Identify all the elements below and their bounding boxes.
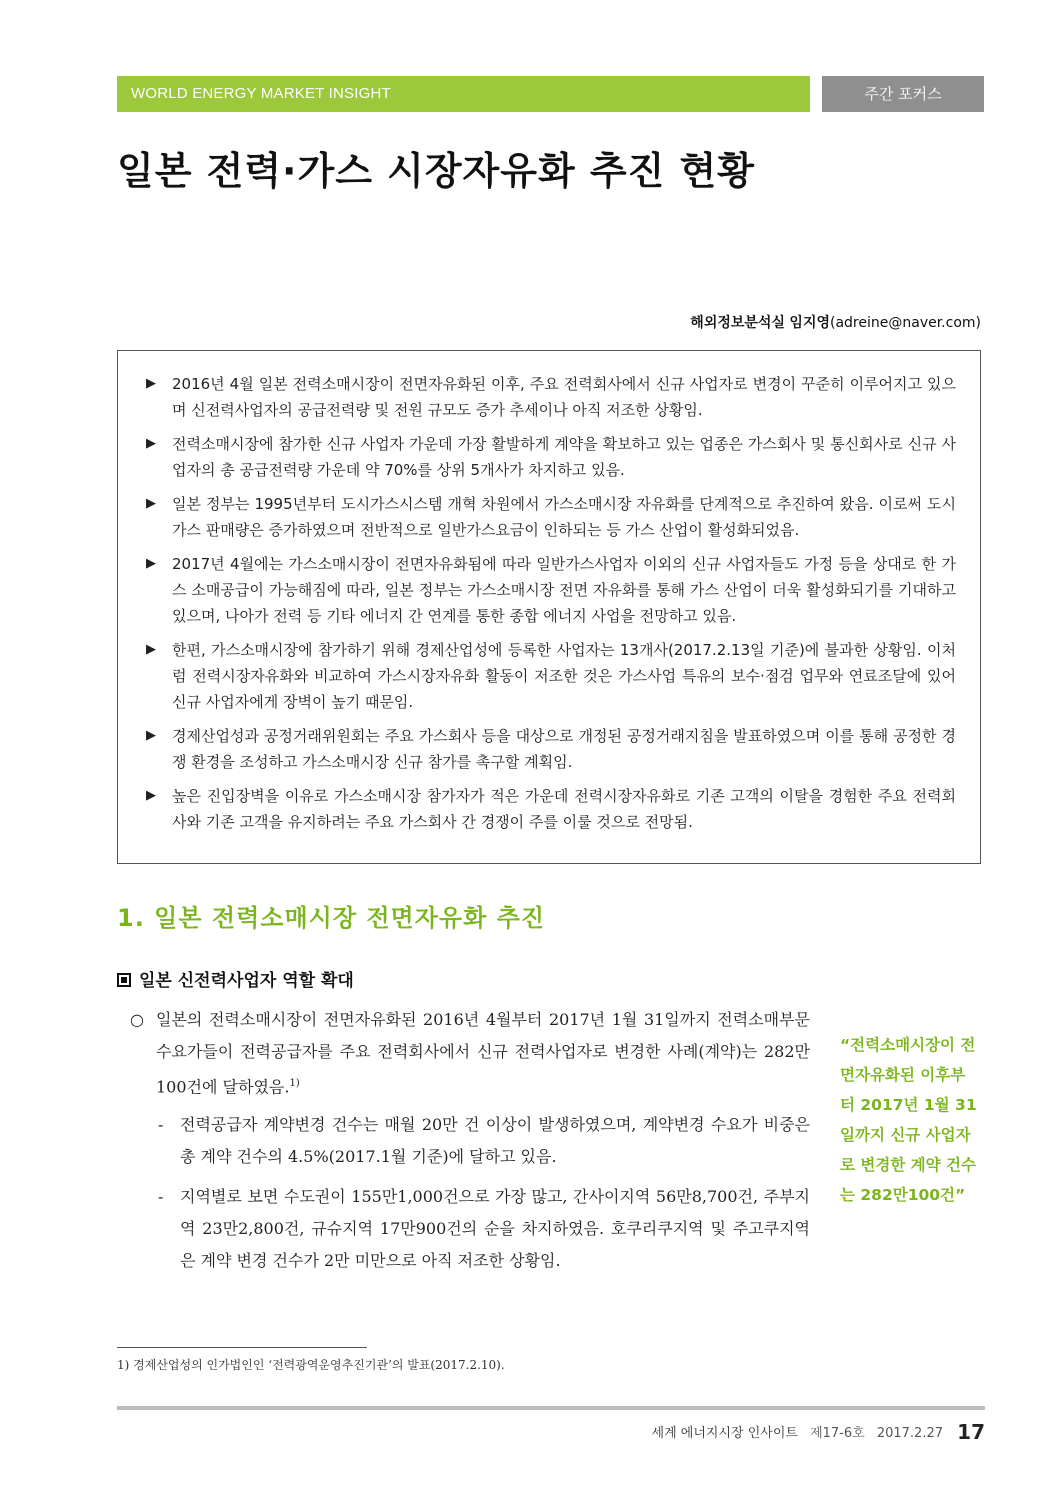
- dash-bullet: -: [158, 1187, 164, 1207]
- summary-item-text: 전력소매시장에 참가한 신규 사업자 가운데 가장 활발하게 계약을 확보하고 있는 업종은 가스회사 및 통신회사로 신규 사업자의 총 공급전력량 가운데 약 70%를 상위 5개사가 차지하고 있음.: [172, 435, 956, 479]
- subheading-text: 일본 신전력사업자 역할 확대: [139, 971, 354, 991]
- summary-item-text: 2016년 4월 일본 전력소매시장이 전면자유화된 이후, 주요 전력회사에서 신규 사업자로 변경이 꾸준히 이루어지고 있으며 신전력사업자의 공급전력량 및 전원 규모도 증가 추세이나 아직 저조한 상황임.: [172, 375, 956, 419]
- footer-issue: 제17-6호: [810, 1426, 865, 1441]
- footnote: 1) 경제산업성의 인가법인인 ‘전력광역운영추진기관’의 발표(2017.2.10).: [117, 1358, 505, 1372]
- author-line: [690, 312, 981, 332]
- footer-date: 2017.2.27: [876, 1426, 944, 1441]
- footnote-reference: 1): [289, 1078, 300, 1089]
- triangle-bullet-icon: ▶: [146, 788, 156, 803]
- circle-bullet-icon: ○: [130, 1010, 144, 1029]
- dash-list-item: [130, 1181, 810, 1277]
- dash-list-item: [130, 1109, 810, 1173]
- author-email: (adreine@naver.com): [830, 315, 981, 331]
- summary-item-text: 높은 진입장벽을 이유로 가스소매시장 참가자가 적은 가운데 전력시장자유화로 기존 고객의 이탈을 경험한 주요 전력회사와 기존 고객을 유지하려는 주요 가스회사 간 경쟁이 주를 이룰 것으로 전망됨.: [172, 787, 956, 831]
- subheading: [117, 966, 354, 991]
- summary-item: [144, 783, 956, 835]
- footnote-divider: [117, 1347, 367, 1348]
- summary-item-text: 2017년 4월에는 가스소매시장이 전면자유화됨에 따라 일반가스사업자 이외의 신규 사업자들도 가정 등을 상대로 한 가스 소매공급이 가능해짐에 따라, 일본 정부는 가스소매시장 전면 자유화를 통해 가스 산업이 더욱 활성화되기를 기대하고 있으며, 나아가 전력 등 기타 에너지 간 연계를 통한 종합 에너지 사업을 전망하고 있음.: [172, 555, 956, 625]
- triangle-bullet-icon: ▶: [146, 728, 156, 743]
- summary-item-text: 일본 정부는 1995년부터 도시가스시스템 개혁 차원에서 가스소매시장 자유화를 단계적으로 추진하여 왔음. 이로써 도시가스 판매량은 증가하였으며 전반적으로 일반가스요금이 인하되는 등 가스 산업이 활성화되었음.: [172, 495, 956, 539]
- publication-header-bar: [117, 76, 810, 112]
- triangle-bullet-icon: ▶: [146, 496, 156, 511]
- page-number: 17: [957, 1420, 985, 1444]
- dash-item-text: 전력공급자 계약변경 건수는 매월 20만 건 이상이 발생하였으며, 계약변경 수요가 비중은 총 계약 건수의 4.5%(2017.1월 기준)에 달하고 있음.: [180, 1115, 810, 1167]
- triangle-bullet-icon: ▶: [146, 556, 156, 571]
- body-paragraph-text: 일본의 전력소매시장이 전면자유화된 2016년 4월부터 2017년 1월 31일까지 전력소매부문 수요가들이 전력공급자를 주요 전력회사에서 신규 전력사업자로 변경한 사례(계약)는 282만100건에 달하였음.: [156, 1010, 810, 1097]
- triangle-bullet-icon: ▶: [146, 376, 156, 391]
- summary-box: [117, 350, 981, 864]
- summary-item: [144, 723, 956, 775]
- summary-item: [144, 371, 956, 423]
- pull-quote: “전력소매시장이 전면자유화된 이후부터 2017년 1월 31일까지 신규 사업자로 변경한 계약 건수는 282만100건”: [840, 1036, 977, 1204]
- author-department: 해외정보분석실: [690, 315, 785, 331]
- triangle-bullet-icon: ▶: [146, 642, 156, 657]
- footer-publication: 세계 에너지시장 인사이트: [651, 1426, 798, 1441]
- dash-item-text: 지역별로 보면 수도권이 155만1,000건으로 가장 많고, 간사이지역 56만8,700건, 주부지역 23만2,800건, 규슈지역 17만900건의 순을 차지하였음. 호쿠리쿠지역 및 주고쿠지역은 계약 변경 건수가 2만 미만으로 아직 저조한 상황임.: [180, 1187, 810, 1271]
- summary-item: [144, 491, 956, 543]
- summary-item-text: 한편, 가스소매시장에 참가하기 위해 경제산업성에 등록한 사업자는 13개사(2017.2.13일 기준)에 불과한 상황임. 이처럼 전력시장자유화와 비교하여 가스시장자유화 활동이 저조한 것은 가스사업 특유의 보수·점검 업무와 연료조달에 있어 신규 사업자에게 장벽이 높기 때문임.: [172, 641, 956, 711]
- body-text: [130, 1004, 810, 1285]
- author-name: 임지영: [789, 315, 830, 331]
- summary-item: [144, 637, 956, 715]
- body-paragraph: [130, 1004, 810, 1103]
- dash-bullet: -: [158, 1115, 164, 1135]
- publication-title: WORLD ENERGY MARKET INSIGHT: [131, 85, 391, 102]
- checkbox-square-icon: [117, 973, 131, 987]
- summary-item: [144, 551, 956, 629]
- summary-item-text: 경제산업성과 공정거래위원회는 주요 가스회사 등을 대상으로 개정된 공정거래지침을 발표하였으며 이를 통해 공정한 경쟁 환경을 조성하고 가스소매시장 신규 참가를 촉구할 계획임.: [172, 727, 956, 771]
- page-title: 일본 전력·가스 시장자유화 추진 현황: [117, 149, 755, 193]
- section-tag-label: 주간 포커스: [864, 85, 942, 103]
- summary-item: [144, 431, 956, 483]
- triangle-bullet-icon: ▶: [146, 436, 156, 451]
- page-footer: [652, 1420, 985, 1444]
- footer-divider: [117, 1406, 985, 1410]
- section-tag: [822, 76, 984, 112]
- section-heading: 1. 일본 전력소매시장 전면자유화 추진: [117, 904, 545, 932]
